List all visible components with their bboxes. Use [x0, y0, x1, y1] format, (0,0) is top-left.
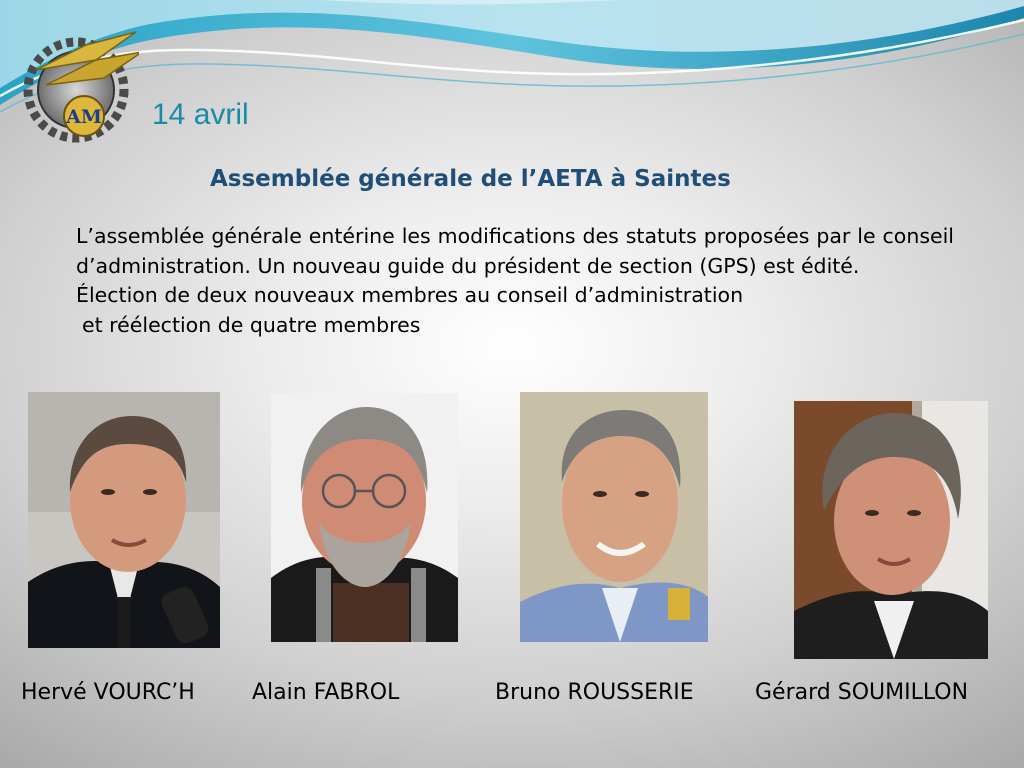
name-person-2: Alain FABROL — [252, 680, 400, 705]
election-line-1: Élection de deux nouveaux membres au conseil d’administration — [76, 283, 744, 307]
aeta-logo — [14, 26, 139, 151]
election-line-2: et réélection de quatre membres — [82, 312, 421, 337]
name-person-3: Bruno ROUSSERIE — [495, 680, 694, 705]
name-person-4: Gérard SOUMILLON — [755, 680, 969, 705]
name-person-1: Hervé VOURC’H — [21, 680, 195, 705]
photo-person-1 — [28, 392, 220, 648]
slide-title: Assemblée générale de l’AETA à Saintes — [210, 166, 731, 192]
slide-date: 14 avril — [152, 98, 249, 131]
photo-person-2 — [271, 393, 458, 642]
photo-person-4 — [794, 401, 988, 659]
slide-body — [76, 222, 954, 340]
body-paragraph: L’assemblée générale entérine les modifications des statuts proposées par le conseil d’administration. Un nouveau guide du président de section (GPS) est édité. — [76, 224, 954, 278]
photo-person-3 — [520, 392, 708, 642]
logo-text: AM — [66, 106, 102, 128]
